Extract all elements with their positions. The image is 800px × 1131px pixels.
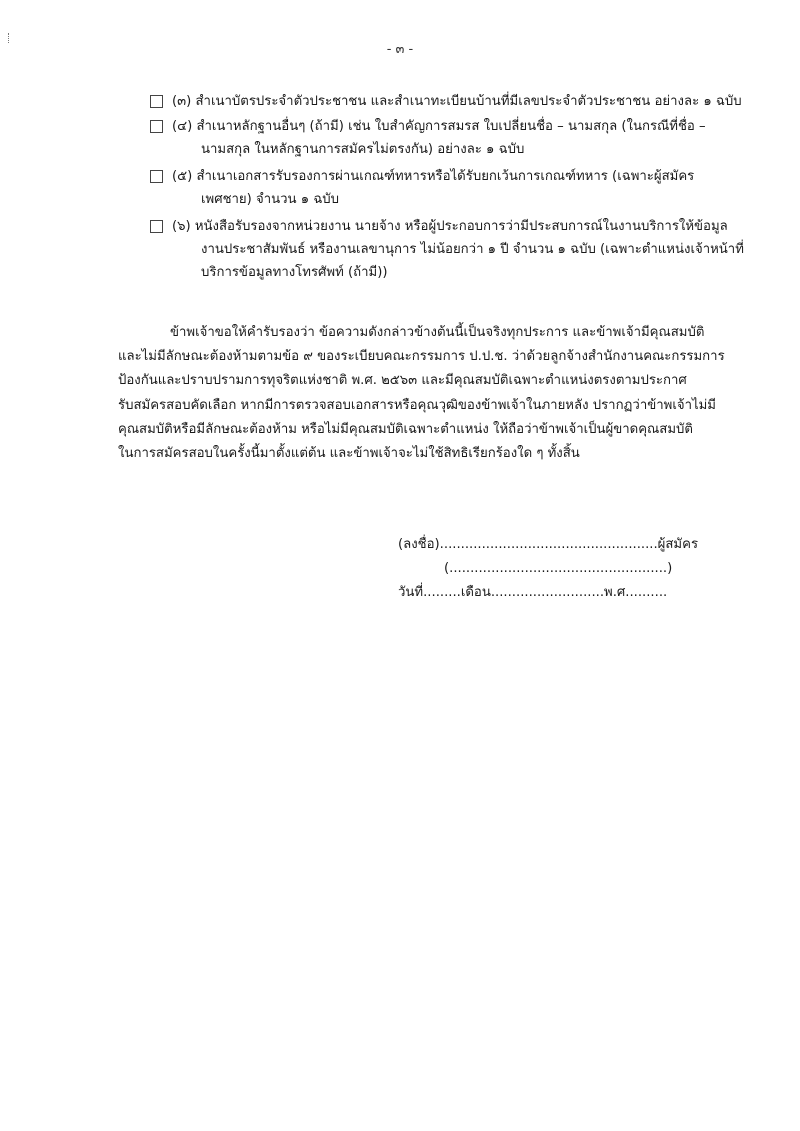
printed-name-line[interactable]: (....................................................) bbox=[444, 561, 673, 576]
declaration-line-2: และไม่มีลักษณะต้องห้ามตามข้อ ๙ ของระเบียบคณะกรรมการ ป.ป.ช. ว่าด้วยลูกจ้างสำนักงานคณะกรรมการ bbox=[118, 349, 725, 364]
date-line[interactable]: วันที่.........เดือน...........................พ.ศ.......... bbox=[398, 585, 668, 600]
checkbox-item-4[interactable] bbox=[150, 120, 163, 133]
item-5-text-line-2: เพศชาย) จำนวน ๑ ฉบับ bbox=[201, 192, 340, 207]
item-4-text-line-2: นามสกุล ในหลักฐานการสมัครไม่ตรงกัน) อย่างละ ๑ ฉบับ bbox=[201, 142, 525, 157]
item-6-text-line-3: บริการข้อมูลทางโทรศัพท์ (ถ้ามี)) bbox=[201, 265, 388, 280]
declaration-line-3: ป้องกันและปราบปรามการทุจริตแห่งชาติ พ.ศ. ๒๕๖๓ และมีคุณสมบัติเฉพาะตำแหน่งตรงตามประกาศ bbox=[118, 373, 687, 388]
item-6-text-line-2: งานประชาสัมพันธ์ หรืองานเลขานุการ ไม่น้อยกว่า ๑ ปี จำนวน ๑ ฉบับ (เฉพาะตำแหน่งเจ้าหน้าที่ bbox=[201, 242, 744, 257]
item-5-text-line-1: (๕) สำเนาเอกสารรับรองการผ่านเกณฑ์ทหารหรือได้รับยกเว้นการเกณฑ์ทหาร (เฉพาะผู้สมัคร bbox=[172, 169, 695, 184]
checkbox-item-3[interactable] bbox=[150, 95, 163, 108]
item-3-text: (๓) สำเนาบัตรประจำตัวประชาชน และสำเนาทะเบียนบ้านที่มีเลขประจำตัวประชาชน อย่างละ ๑ ฉบับ bbox=[172, 94, 742, 109]
declaration-line-1: ข้าพเจ้าขอให้คำรับรองว่า ข้อความดังกล่าวข้างต้นนี้เป็นจริงทุกประการ และข้าพเจ้ามีคุณสมบัติ bbox=[170, 325, 705, 340]
declaration-line-6: ในการสมัครสอบในครั้งนี้มาตั้งแต่ต้น และข้าพเจ้าจะไม่ใช้สิทธิเรียกร้องใด ๆ ทั้งสิ้น bbox=[118, 446, 580, 461]
checkbox-item-6[interactable] bbox=[150, 220, 163, 233]
page-number: - ๓ - bbox=[386, 42, 414, 57]
declaration-line-5: คุณสมบัติหรือมีลักษณะต้องห้าม หรือไม่มีคุณสมบัติเฉพาะตำแหน่ง ให้ถือว่าข้าพเจ้าเป็นผู้ขาดคุณสมบัติ bbox=[118, 422, 693, 437]
item-6-text-line-1: (๖) หนังสือรับรองจากหน่วยงาน นายจ้าง หรือผู้ประกอบการว่ามีประสบการณ์ในงานบริการให้ข้อมูล bbox=[172, 219, 728, 234]
checkbox-item-5[interactable] bbox=[150, 170, 163, 183]
signature-line[interactable]: (ลงชื่อ)....................................................ผู้สมัคร bbox=[398, 537, 699, 552]
declaration-line-4: รับสมัครสอบคัดเลือก หากมีการตรวจสอบเอกสารหรือคุณวุฒิของข้าพเจ้าในภายหลัง ปรากฏว่าข้าพเจ้าไม่มี bbox=[118, 398, 716, 413]
item-4-text-line-1: (๔) สำเนาหลักฐานอื่นๆ (ถ้ามี) เช่น ใบสำคัญการสมรส ใบเปลี่ยนชื่อ – นามสกุล (ในกรณีที่ชื่อ – bbox=[172, 119, 706, 134]
